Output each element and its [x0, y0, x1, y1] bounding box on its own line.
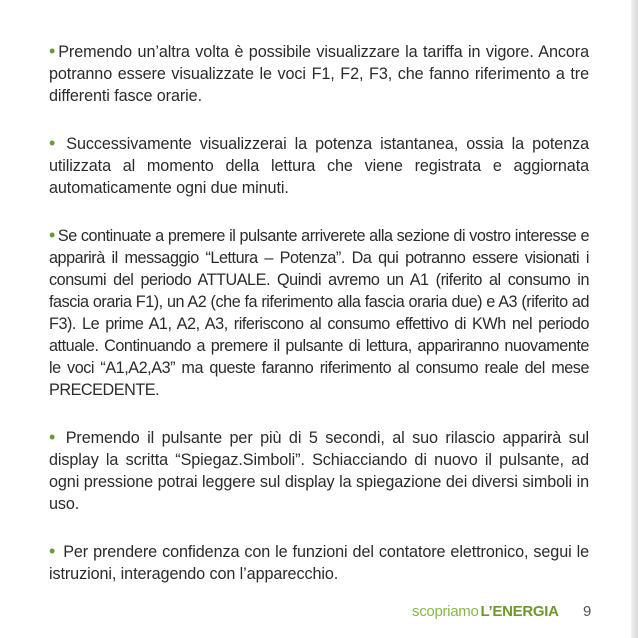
- paragraph-text: Premendo un’altra volta è possibile visualizzare la tariffa in vigore. Ancora potranno essere visualizzate le voci F1, F2, F3, che fanno riferimento a tre differenti fasce orarie.: [49, 43, 589, 105]
- paragraph-text: Se continuate a premere il pulsante arriverete alla sezione di vostro interesse e apparirà il messaggio “Lettura – Potenza”. Da qui potranno essere visionati i consumi del periodo ATTUALE. Quindi avremo un A1 (riferito al consumo in fascia oraria F1), un A2 (che fa riferimento alla fascia oraria due) e A3 (riferito ad F3). Le prime A1, A2, A3, riferiscono al consumo effettivo di KWh nel periodo attuale. Continuando a premere il pulsante di lettura, appariranno nuovamente le voci “A1,A2,A3” ma queste faranno riferimento al consumo reale del mese PRECEDENTE.: [49, 227, 589, 399]
- bullet-icon: •: [49, 427, 56, 447]
- bullet-icon: •: [49, 541, 56, 561]
- page-number: 9: [583, 603, 592, 620]
- paragraph-2: [49, 132, 589, 199]
- bullet-icon: •: [49, 225, 55, 245]
- document-body: [49, 40, 589, 610]
- page-footer: [412, 603, 592, 620]
- bullet-icon: •: [49, 133, 56, 153]
- paragraph-3: [49, 224, 589, 401]
- paragraph-1: [49, 40, 589, 107]
- brand-logo-part1: scopriamo: [412, 603, 479, 620]
- paragraph-text: Per prendere confidenza con le funzioni del contatore elettronico, segui le istruzioni, interagendo con l’apparecchio.: [49, 543, 589, 583]
- bullet-icon: •: [49, 41, 56, 61]
- paragraph-text: Successivamente visualizzerai la potenza istantanea, ossia la potenza utilizzata al momento della lettura che viene registrata e aggiornata automaticamente ogni due minuti.: [49, 135, 589, 197]
- paragraph-text: Premendo il pulsante per più di 5 secondi, al suo rilascio apparirà sul display la scritta “Spiegaz.Simboli”. Schiacciando di nuovo il pulsante, ad ogni pressione potrai leggere sul display la spiegazione dei diversi simboli in uso.: [49, 429, 589, 513]
- right-edge-band: [631, 0, 638, 638]
- paragraph-4: [49, 426, 589, 515]
- paragraph-5: [49, 540, 589, 585]
- brand-logo-part2: L’ENERGIA: [480, 603, 559, 620]
